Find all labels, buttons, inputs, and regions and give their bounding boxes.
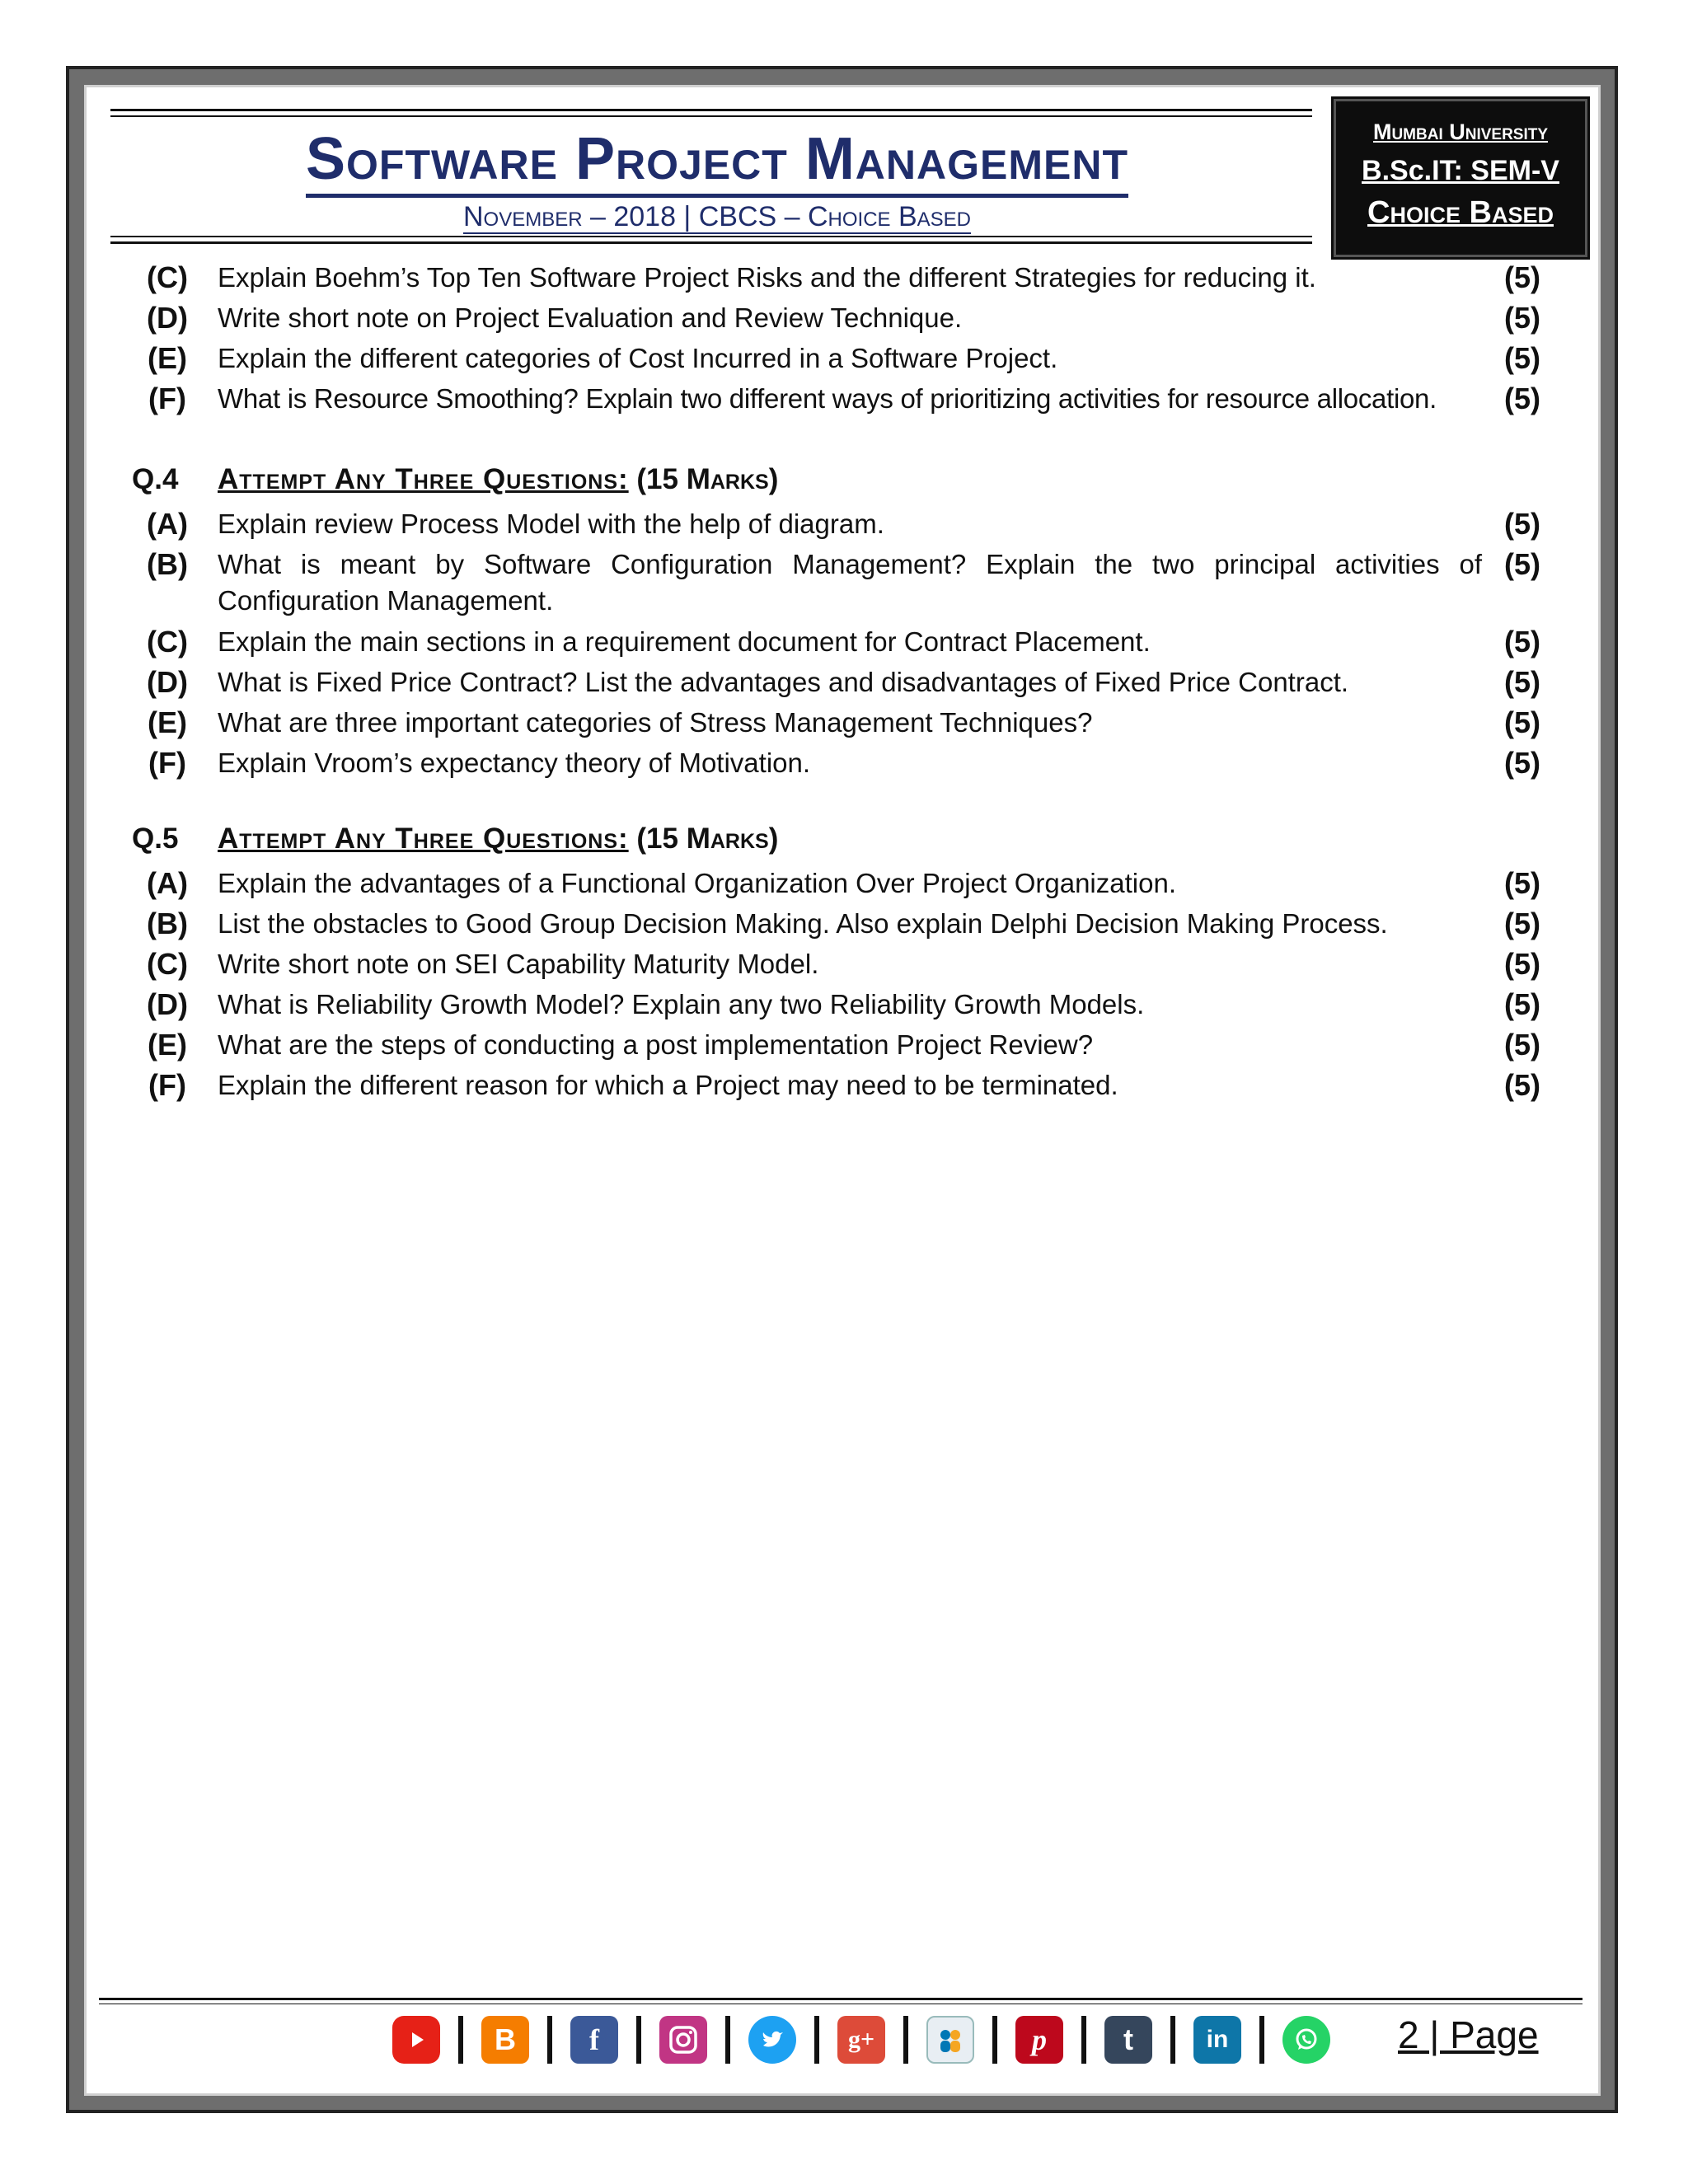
question-marks: (5) [1504, 382, 1540, 415]
question-instruction [218, 462, 778, 498]
question-marks: (5) [1504, 665, 1540, 699]
badge-university: Mumbai University [1372, 120, 1549, 144]
icon-separator [636, 2016, 641, 2064]
question-label: (A) [147, 866, 188, 900]
google-plus-icon[interactable]: g+ [837, 2016, 885, 2064]
question-marks: (5) [1504, 507, 1540, 541]
question-instruction [218, 821, 778, 857]
question-marks: (5) [1504, 625, 1540, 658]
social-icons [392, 2011, 1330, 2069]
question-text: List the obstacles to Good Group Decision Making. Also explain Delphi Decision Making Process. [218, 908, 1388, 939]
slideshare-icon[interactable] [926, 2016, 974, 2064]
question-label: (E) [148, 1028, 187, 1062]
footer-rule [99, 1998, 1582, 2000]
question-label: (D) [147, 665, 188, 699]
question-marks: (5) [1504, 341, 1540, 375]
document-title-text: Software Project Management [306, 126, 1128, 198]
icon-separator [725, 2016, 730, 2064]
question-marks: (5) [1504, 866, 1540, 900]
whatsapp-icon[interactable] [1282, 2016, 1330, 2064]
question-label: (F) [148, 382, 186, 415]
header-rule-top-thin [110, 115, 1312, 117]
question-text: Write short note on SEI Capability Maturity Model. [218, 949, 819, 979]
pinterest-icon[interactable]: p [1015, 2016, 1063, 2064]
facebook-icon[interactable]: f [570, 2016, 618, 2064]
question-text: Explain the advantages of a Functional Organization Over Project Organization. [218, 868, 1176, 898]
instagram-icon[interactable] [659, 2016, 707, 2064]
question-label: (C) [147, 947, 188, 981]
header-rule-bottom-thin [110, 236, 1312, 237]
document-subtitle-text: November – 2018 | CBCS – Choice Based [462, 201, 972, 232]
question-marks: (5) [1504, 907, 1540, 940]
linkedin-icon[interactable]: in [1193, 2016, 1241, 2064]
question-label: (C) [147, 625, 188, 658]
section-marks: (15 Marks) [636, 823, 779, 855]
question-marks: (5) [1504, 301, 1540, 335]
icon-separator [903, 2016, 908, 2064]
question-text: Explain the main sections in a requirement document for Contract Placement. [218, 626, 1151, 657]
question-marks: (5) [1504, 947, 1540, 981]
youtube-icon[interactable] [392, 2016, 440, 2064]
question-label: (E) [148, 341, 187, 375]
question-number: Q.5 [132, 823, 179, 855]
icon-separator [1081, 2016, 1086, 2064]
icon-separator [547, 2016, 552, 2064]
header-rule-bottom [110, 241, 1312, 244]
question-marks: (5) [1504, 547, 1540, 581]
question-marks: (5) [1504, 260, 1540, 294]
icon-separator [814, 2016, 819, 2064]
tumblr-icon[interactable]: t [1104, 2016, 1152, 2064]
twitter-icon[interactable] [748, 2016, 796, 2064]
blogger-icon[interactable]: B [481, 2016, 529, 2064]
question-text: Explain Boehm’s Top Ten Software Project Risks and the different Strategies for reducing it. [218, 262, 1316, 293]
university-badge [1334, 99, 1587, 257]
question-label: (B) [147, 907, 188, 940]
question-label: (F) [148, 746, 186, 780]
icon-separator [1170, 2016, 1175, 2064]
question-text: Explain Vroom’s expectancy theory of Motivation. [218, 748, 811, 778]
document-title [115, 125, 1319, 193]
question-label: (F) [148, 1068, 186, 1102]
question-text: What are three important categories of Stress Management Techniques? [218, 707, 1093, 738]
question-marks: (5) [1504, 1028, 1540, 1062]
question-text: What is Fixed Price Contract? List the advantages and disadvantages of Fixed Price Contract. [218, 667, 1349, 697]
question-label: (D) [147, 301, 188, 335]
question-marks: (5) [1504, 1068, 1540, 1102]
instruction-text: Attempt Any Three Questions: [218, 823, 629, 855]
document-subtitle [115, 201, 1319, 233]
question-text: What is Reliability Growth Model? Explain any two Reliability Growth Models. [218, 989, 1145, 1019]
badge-scheme: Choice Based [1367, 195, 1554, 230]
header-rule-top [110, 109, 1312, 111]
question-text: What are the steps of conducting a post implementation Project Review? [218, 1029, 1094, 1060]
question-marks: (5) [1504, 705, 1540, 739]
question-text: Explain the different categories of Cost Incurred in a Software Project. [218, 343, 1058, 373]
question-number: Q.4 [132, 463, 179, 495]
instruction-text: Attempt Any Three Questions: [218, 463, 629, 495]
section-marks: (15 Marks) [636, 463, 779, 495]
question-label: (E) [148, 705, 187, 739]
page-number: 2 | Page [1398, 2013, 1539, 2056]
question-text: What is meant by Software Configuration Management? Explain the two principal activities of Configuration Management. [218, 549, 1482, 616]
question-marks: (5) [1504, 987, 1540, 1021]
question-label: (A) [147, 507, 188, 541]
question-text: Explain the different reason for which a Project may need to be terminated. [218, 1070, 1118, 1100]
icon-separator [992, 2016, 997, 2064]
icon-separator [1259, 2016, 1264, 2064]
question-text: What is Resource Smoothing? Explain two different ways of prioritizing activities for resource allocation. [218, 383, 1437, 414]
question-label: (B) [147, 547, 188, 581]
question-text: Explain review Process Model with the help of diagram. [218, 509, 884, 539]
icon-separator [458, 2016, 463, 2064]
question-label: (C) [147, 260, 188, 294]
badge-course: B.Sc.IT: SEM-V [1362, 155, 1559, 186]
question-label: (D) [147, 987, 188, 1021]
question-text: Write short note on Project Evaluation and Review Technique. [218, 302, 963, 333]
question-marks: (5) [1504, 746, 1540, 780]
